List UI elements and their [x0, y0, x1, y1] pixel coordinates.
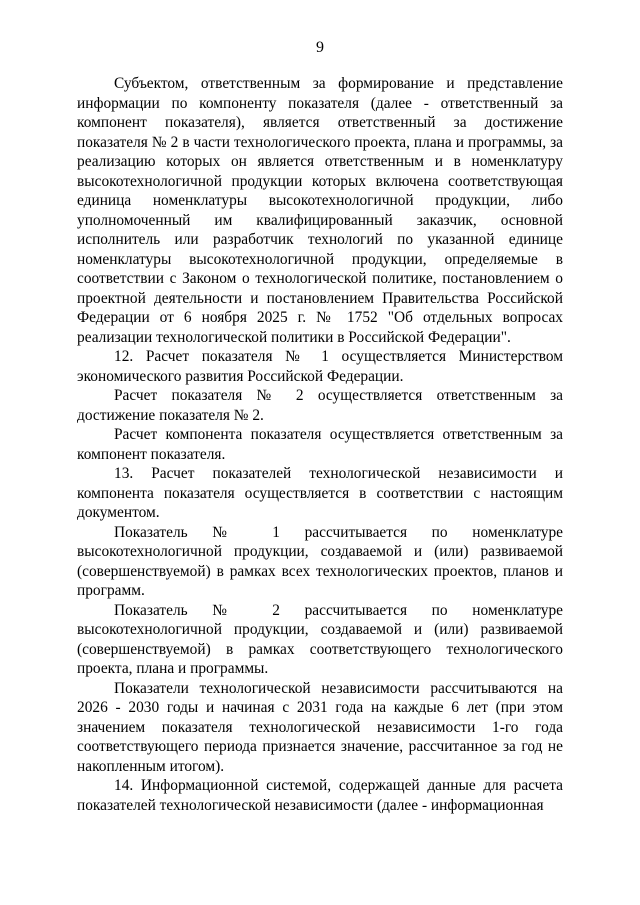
paragraph-14-information-system: 14. Информационной системой, содержащей данные для расчета показателей технологической независимости (далее - информационная: [77, 777, 563, 814]
paragraph-calculation-indicator-2: Расчет показателя № 2 осуществляется ответственным за достижение показателя № 2.: [77, 387, 563, 424]
page-number: 9: [316, 39, 324, 56]
paragraph-calculation-periods: Показатели технологической независимости рассчитываются на 2026 - 2030 годы и начиная с 2031 года на каждые 6 лет (при этом значением показателя технологической независимости 1-го года соответствующего периода признается значение, рассчитанное за год не накопленным итогом).: [77, 679, 563, 775]
paragraph-13-calculation-method: 13. Расчет показателей технологической независимости и компонента показателя осуществляется в соответствии с настоящим документом.: [77, 465, 563, 521]
paragraph-indicator-1-scope: Показатель № 1 рассчитывается по номенклатуре высокотехнологичной продукции, создаваемой и (или) развиваемой (совершенствуемой) в рамках всех технологических проектов, планов и программ.: [77, 523, 563, 599]
paragraph-12-calculation-indicator-1: 12. Расчет показателя № 1 осуществляется Министерством экономического развития Российской Федерации.: [77, 348, 563, 385]
paragraph-responsible-subject: Субъектом, ответственным за формирование и представление информации по компоненту показателя (далее - ответственный за компонент показателя), является ответственный за достижение показателя № 2 в части технологического проекта, плана и программы, за реализацию которых он является ответственным и в номенклатуру высокотехнологичной продукции которых включена соответствующая единица номенклатуры высокотехнологичной продукции, либо уполномоченный им квалифицированный заказчик, основной исполнитель или разработчик технологий по указанной единице номенклатуры высокотехнологичной продукции, определяемые в соответствии с Законом о технологической политике, постановлением о проектной деятельности и постановлением Правительства Российской Федерации от 6 ноября 2025 г. № 1752 "Об отдельных вопросах реализации технологической политики в Российской Федерации".: [77, 75, 563, 346]
document-body: [77, 74, 563, 815]
paragraph-calculation-component: Расчет компонента показателя осуществляется ответственным за компонент показателя.: [77, 426, 563, 463]
paragraph-indicator-2-scope: Показатель № 2 рассчитывается по номенклатуре высокотехнологичной продукции, создаваемой и (или) развиваемой (совершенствуемой) в рамках соответствующего технологического проекта, плана и программы.: [77, 601, 563, 677]
